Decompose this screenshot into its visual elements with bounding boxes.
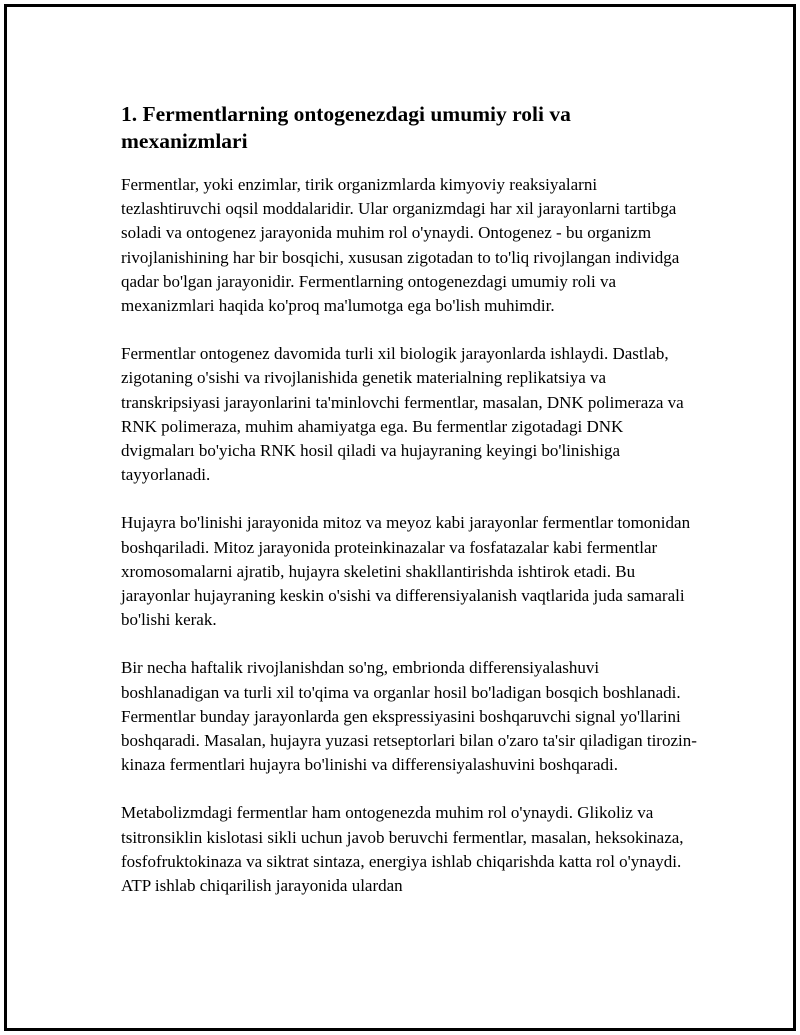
page-frame (4, 4, 796, 1031)
paragraph-1: Fermentlar, yoki enzimlar, tirik organizmlarda kimyoviy reaksiyalarni tezlashtiruvchi oqsil moddalaridir. Ular organizmdagi har xil jarayonlarni tartibga soladi va ontogenez jarayonida muhim rol o'ynaydi. Ontogenez - bu organizm rivojlanishining har bir bosqichi, xususan zigotadan to to'liq rivojlangan individga qadar bo'lgan jarayonidir. Fermentlarning ontogenezdagi umumiy roli va mexanizmlari haqida ko'proq ma'lumotga ega bo'lish muhimdir. (121, 175, 680, 316)
paragraph-4: Bir necha haftalik rivojlanishdan so'ng, embrionda differensiyalashuvi boshlanadigan va turli xil to'qima va organlar hosil bo'ladigan bosqich boshlanadi. Fermentlar bunday jarayonlarda gen ekspressiyasini boshqaruvchi signal yo'llarini boshqaradi. Masalan, hujayra yuzasi retseptorlari bilan o'zaro ta'sir qiladigan tirozin-kinaza fermentlari hujayra bo'linishi va differensiyalashuvini boshqaradi. (121, 658, 697, 775)
paragraph-2: Fermentlar ontogenez davomida turli xil biologik jarayonlarda ishlaydi. Dastlab, zigotaning o'sishi va rivojlanishida genetik materialning replikatsiya va transkripsiyasi jarayonlarini ta'minlovchi fermentlar, masalan, DNK polimeraza va RNK polimeraza, muhim ahamiyatga ega. Bu fermentlar zigotadagi DNK dvigmaları bo'yicha RNK hosil qiladi va hujayraning keyingi bo'linishiga tayyorlanadi. (121, 344, 684, 485)
paragraph-5: Metabolizmdagi fermentlar ham ontogenezda muhim rol o'ynaydi. Glikoliz va tsitronsiklin kislotasi sikli uchun javob beruvchi fermentlar, masalan, heksokinaza, fosfofruktokinaza va siktrat sintaza, energiya ishlab chiqarishda katta rol o'ynaydi. ATP ishlab chiqarilish jarayonida ulardan (121, 803, 684, 896)
paragraph-3: Hujayra bo'linishi jarayonida mitoz va meyoz kabi jarayonlar fermentlar tomonidan boshqariladi. Mitoz jarayonida proteinkinazalar va fosfatazalar kabi fermentlar xromosomalarni ajratib, hujayra skeletini shakllantirishda ishtirok etadi. Bu jarayonlar hujayraning keskin o'sishi va differensiyalanish vaqtlarida juda samarali bo'lishi kerak. (121, 513, 691, 630)
document-body (121, 99, 701, 898)
section-heading: 1. Fermentlarning ontogenezdagi umumiy roli va mexanizmlari (121, 102, 571, 153)
